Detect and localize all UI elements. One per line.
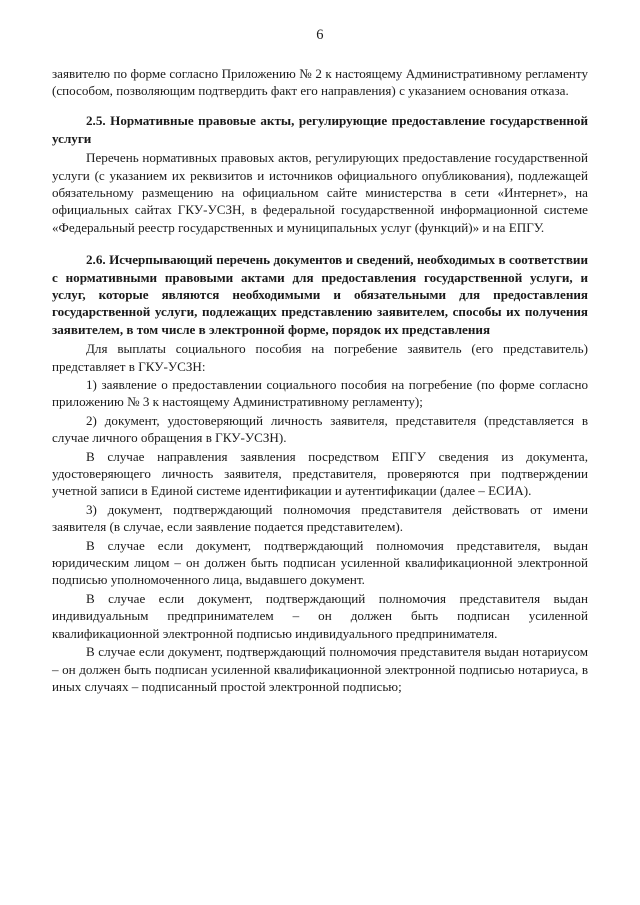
paragraph-epgu-esia: В случае направления заявления посредством ЕПГУ сведения из документа, удостоверяющего личность заявителя, представителя, проверяются при подтверждении учетной записи в Единой системе идентификации и аутентификации (далее – ЕСИА). (52, 448, 588, 499)
document-body (52, 65, 588, 696)
list-item-3: 3) документ, подтверждающий полномочия представителя действовать от имени заявителя (в случае, если заявление подается представителем). (52, 501, 588, 535)
section-heading-2-6: 2.6. Исчерпывающий перечень документов и сведений, необходимых в соответствии с нормативными правовыми актами для предоставления государственной услуги, и услуг, которые являются необходимыми и обязательными для предоставления государственной услуги, подлежащих представлению заявителем, способы их получения заявителем, в том числе в электронной форме, порядок их представления (52, 252, 588, 337)
page-number: 6 (316, 27, 324, 43)
paragraph-individual-entrepreneur: В случае если документ, подтверждающий полномочия представителя выдан индивидуальным предпринимателем – он должен быть подписан усиленной квалификационной электронной подписью индивидуального предпринимателя. (52, 590, 588, 641)
paragraph-continuation: заявителю по форме согласно Приложению № 2 к настоящему Административному регламенту (способом, позволяющим подтвердить факт его направления) с указанием основания отказа. (52, 65, 588, 98)
paragraph-normative-acts: Перечень нормативных правовых актов, регулирующих предоставление государственной услуги (с указанием их реквизитов и источников официального опубликования), подлежащей обязательному размещению на официальном сайте министерства в сети «Интернет», на официальных сайтах ГКУ-УСЗН, в федеральной государственной информационной системе «Федеральный реестр государственных и муниципальных услуг (функций)» и на ЕПГУ. (52, 150, 588, 235)
list-item-2: 2) документ, удостоверяющий личность заявителя, представителя (представляется в случае личного обращения в ГКУ-УСЗН). (52, 412, 588, 446)
paragraph-notary: В случае если документ, подтверждающий полномочия представителя выдан нотариусом – он должен быть подписан усиленной квалификационной электронной подписью нотариуса, в иных случаях – подписанный простой электронной подписью; (52, 644, 588, 694)
paragraph-documents-intro: Для выплаты социального пособия на погребение заявитель (его представитель) представляет в ГКУ-УСЗН: (52, 341, 588, 374)
list-item-1: 1) заявление о предоставлении социального пособия на погребение (по форме согласно приложению № 3 к настоящему Административному регламенту); (52, 377, 588, 410)
paragraph-legal-entity: В случае если документ, подтверждающий полномочия представителя, выдан юридическим лицом – он должен быть подписан усиленной квалификационной электронной подписью уполномоченного лица, выдавшего документ. (52, 537, 588, 588)
section-heading-2-5: 2.5. Нормативные правовые акты, регулирующие предоставление государственной услуги (52, 113, 588, 146)
